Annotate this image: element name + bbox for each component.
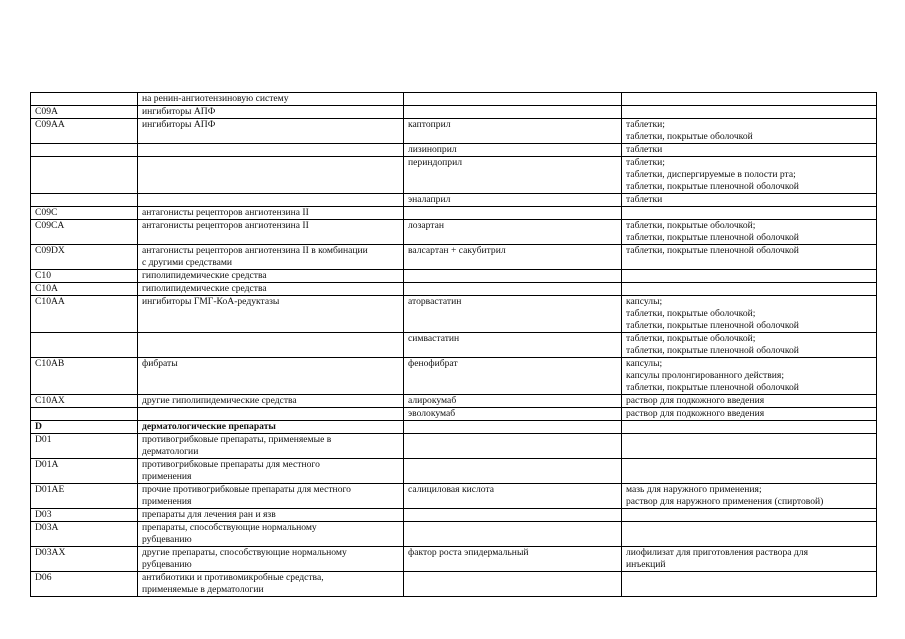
anatomical-therapeutic-group-line: гиполипидемические средства: [142, 283, 267, 294]
anatomical-therapeutic-group-cell: [138, 572, 404, 597]
drug-name-line: лозартан: [408, 220, 445, 231]
anatomical-therapeutic-group-line: прочие противогрибковые препараты для местного: [142, 484, 351, 495]
table-row: [31, 484, 877, 509]
anatomical-therapeutic-group-line: применяемые в дерматологии: [142, 584, 264, 595]
atc-code-cell: [31, 547, 138, 572]
drug-name-cell: [404, 220, 622, 245]
dosage-forms-cell: [622, 119, 877, 144]
atc-code-cell: [31, 395, 138, 408]
dosage-forms-line: раствор для наружного применения (спиртовой): [626, 496, 824, 507]
table-row: [31, 245, 877, 270]
dosage-forms-cell: [622, 283, 877, 296]
drug-name-line: эналаприл: [408, 194, 451, 205]
atc-code-cell: [31, 358, 138, 395]
atc-code-text: C09C: [35, 207, 58, 218]
drug-list-table-body: [31, 93, 877, 597]
drug-name-cell: [404, 270, 622, 283]
drug-name-cell: [404, 119, 622, 144]
drug-name-line: периндоприл: [408, 157, 462, 168]
anatomical-therapeutic-group-line: другие препараты, способствующие нормальному: [142, 547, 347, 558]
table-row: [31, 220, 877, 245]
anatomical-therapeutic-group-cell: [138, 119, 404, 144]
drug-name-line: каптоприл: [408, 119, 451, 130]
dosage-forms-cell: [622, 395, 877, 408]
dosage-forms-cell: [622, 245, 877, 270]
atc-code-cell: [31, 207, 138, 220]
table-row: [31, 421, 877, 434]
anatomical-therapeutic-group-line: фибраты: [142, 358, 178, 369]
atc-code-cell: [31, 509, 138, 522]
anatomical-therapeutic-group-cell: [138, 194, 404, 207]
anatomical-therapeutic-group-line: противогрибковые препараты, применяемые в: [142, 434, 332, 445]
table-row: [31, 106, 877, 119]
atc-code-cell: [31, 106, 138, 119]
dosage-forms-line: раствор для подкожного введения: [626, 408, 765, 419]
atc-code-cell: [31, 572, 138, 597]
anatomical-therapeutic-group-cell: [138, 207, 404, 220]
dosage-forms-cell: [622, 484, 877, 509]
drug-name-line: эволокумаб: [408, 408, 456, 419]
dosage-forms-line: таблетки, покрытые оболочкой;: [626, 333, 756, 344]
drug-name-cell: [404, 484, 622, 509]
anatomical-therapeutic-group-line: антибиотики и противомикробные средства,: [142, 572, 324, 583]
dosage-forms-line: таблетки, покрытые пленочной оболочкой: [626, 181, 799, 192]
dosage-forms-line: таблетки, покрытые оболочкой;: [626, 220, 756, 231]
anatomical-therapeutic-group-line: антагонисты рецепторов ангиотензина II: [142, 207, 309, 218]
dosage-forms-cell: [622, 157, 877, 194]
atc-code-cell: [31, 459, 138, 484]
drug-name-cell: [404, 296, 622, 333]
anatomical-therapeutic-group-cell: [138, 157, 404, 194]
dosage-forms-line: таблетки: [626, 144, 663, 155]
anatomical-therapeutic-group-cell: [138, 395, 404, 408]
dosage-forms-cell: [622, 547, 877, 572]
dosage-forms-cell: [622, 220, 877, 245]
anatomical-therapeutic-group-cell: [138, 522, 404, 547]
dosage-forms-cell: [622, 434, 877, 459]
anatomical-therapeutic-group-line: препараты, способствующие нормальному: [142, 522, 317, 533]
atc-code-cell: [31, 296, 138, 333]
atc-code-cell: [31, 270, 138, 283]
anatomical-therapeutic-group-line: противогрибковые препараты для местного: [142, 459, 320, 470]
dosage-forms-cell: [622, 144, 877, 157]
drug-name-cell: [404, 522, 622, 547]
table-row: [31, 459, 877, 484]
dosage-forms-cell: [622, 296, 877, 333]
table-row: [31, 509, 877, 522]
drug-name-cell: [404, 358, 622, 395]
anatomical-therapeutic-group-line: рубцеванию: [142, 534, 192, 545]
dosage-forms-cell: [622, 270, 877, 283]
table-row: [31, 157, 877, 194]
dosage-forms-line: таблетки, покрытые пленочной оболочкой: [626, 245, 799, 256]
drug-name-line: фактор роста эпидермальный: [408, 547, 529, 558]
dosage-forms-line: таблетки, покрытые пленочной оболочкой: [626, 345, 799, 356]
table-row: [31, 144, 877, 157]
anatomical-therapeutic-group-line: препараты для лечения ран и язв: [142, 509, 276, 520]
dosage-forms-line: капсулы;: [626, 296, 663, 307]
anatomical-therapeutic-group-cell: [138, 459, 404, 484]
dosage-forms-line: таблетки;: [626, 157, 665, 168]
dosage-forms-line: таблетки, покрытые пленочной оболочкой: [626, 232, 799, 243]
drug-name-line: фенофибрат: [408, 358, 458, 369]
drug-name-line: алирокумаб: [408, 395, 457, 406]
dosage-forms-line: лиофилизат для приготовления раствора для: [626, 547, 808, 558]
drug-name-cell: [404, 245, 622, 270]
atc-code-text: C10AB: [35, 358, 65, 369]
atc-code-text: D01: [35, 434, 52, 445]
anatomical-therapeutic-group-cell: [138, 270, 404, 283]
atc-code-text: D01AE: [35, 484, 65, 495]
table-row: [31, 333, 877, 358]
dosage-forms-line: капсулы пролонгированного действия;: [626, 370, 784, 381]
table-row: [31, 547, 877, 572]
dosage-forms-cell: [622, 194, 877, 207]
drug-name-cell: [404, 572, 622, 597]
table-row: [31, 119, 877, 144]
drug-list-table: [30, 92, 877, 597]
drug-name-cell: [404, 434, 622, 459]
dosage-forms-cell: [622, 358, 877, 395]
drug-name-cell: [404, 333, 622, 358]
anatomical-therapeutic-group-cell: [138, 509, 404, 522]
anatomical-therapeutic-group-line: антагонисты рецепторов ангиотензина II в комбинации: [142, 245, 368, 256]
atc-code-cell: [31, 333, 138, 358]
atc-code-text: D06: [35, 572, 52, 583]
dosage-forms-cell: [622, 106, 877, 119]
dosage-forms-line: таблетки, покрытые пленочной оболочкой: [626, 320, 799, 331]
anatomical-therapeutic-group-line: ингибиторы АПФ: [142, 106, 216, 117]
table-row: [31, 270, 877, 283]
atc-code-cell: [31, 283, 138, 296]
anatomical-therapeutic-group-line: ингибиторы АПФ: [142, 119, 216, 130]
dosage-forms-cell: [622, 509, 877, 522]
table-row: [31, 207, 877, 220]
anatomical-therapeutic-group-line: ингибиторы ГМГ-КоА-редуктазы: [142, 296, 280, 307]
atc-code-text: C09A: [35, 106, 58, 117]
atc-code-text: D03AX: [35, 547, 66, 558]
dosage-forms-line: таблетки, диспергируемые в полости рта;: [626, 169, 796, 180]
dosage-forms-line: инъекций: [626, 559, 666, 570]
anatomical-therapeutic-group-cell: [138, 283, 404, 296]
anatomical-therapeutic-group-line: на ренин-ангиотензиновую систему: [142, 93, 289, 104]
dosage-forms-cell: [622, 207, 877, 220]
anatomical-therapeutic-group-cell: [138, 434, 404, 459]
drug-name-cell: [404, 395, 622, 408]
anatomical-therapeutic-group-cell: [138, 358, 404, 395]
anatomical-therapeutic-group-line: дерматологические препараты: [142, 421, 276, 432]
atc-code-text: C09CA: [35, 220, 65, 231]
anatomical-therapeutic-group-line: антагонисты рецепторов ангиотензина II: [142, 220, 309, 231]
anatomical-therapeutic-group-cell: [138, 144, 404, 157]
dosage-forms-cell: [622, 408, 877, 421]
dosage-forms-line: таблетки;: [626, 119, 665, 130]
atc-code-text: C09DX: [35, 245, 65, 256]
dosage-forms-line: таблетки, покрытые оболочкой;: [626, 308, 756, 319]
table-row: [31, 194, 877, 207]
atc-code-cell: [31, 194, 138, 207]
table-row: [31, 296, 877, 333]
atc-code-cell: [31, 484, 138, 509]
dosage-forms-line: раствор для подкожного введения: [626, 395, 765, 406]
atc-code-cell: [31, 421, 138, 434]
anatomical-therapeutic-group-cell: [138, 93, 404, 106]
anatomical-therapeutic-group-cell: [138, 296, 404, 333]
drug-name-line: салициловая кислота: [408, 484, 495, 495]
table-row: [31, 434, 877, 459]
anatomical-therapeutic-group-cell: [138, 547, 404, 572]
drug-name-cell: [404, 509, 622, 522]
drug-name-cell: [404, 144, 622, 157]
atc-code-cell: [31, 434, 138, 459]
dosage-forms-line: капсулы;: [626, 358, 663, 369]
atc-code-cell: [31, 144, 138, 157]
atc-code-cell: [31, 93, 138, 106]
dosage-forms-cell: [622, 522, 877, 547]
table-row: [31, 93, 877, 106]
drug-name-cell: [404, 157, 622, 194]
atc-code-text: C10AA: [35, 296, 65, 307]
anatomical-therapeutic-group-cell: [138, 333, 404, 358]
table-row: [31, 395, 877, 408]
dosage-forms-line: таблетки, покрытые оболочкой: [626, 131, 753, 142]
atc-code-text: C10AX: [35, 395, 65, 406]
drug-name-cell: [404, 194, 622, 207]
anatomical-therapeutic-group-line: рубцеванию: [142, 559, 192, 570]
drug-name-cell: [404, 459, 622, 484]
atc-code-cell: [31, 522, 138, 547]
dosage-forms-cell: [622, 459, 877, 484]
drug-name-cell: [404, 93, 622, 106]
atc-code-text: C10: [35, 270, 51, 281]
anatomical-therapeutic-group-line: применения: [142, 496, 192, 507]
dosage-forms-cell: [622, 93, 877, 106]
atc-code-text: D01A: [35, 459, 59, 470]
dosage-forms-line: мазь для наружного применения;: [626, 484, 762, 495]
anatomical-therapeutic-group-cell: [138, 408, 404, 421]
anatomical-therapeutic-group-line: другие гиполипидемические средства: [142, 395, 297, 406]
atc-code-cell: [31, 245, 138, 270]
drug-name-cell: [404, 421, 622, 434]
drug-name-line: лизиноприл: [408, 144, 457, 155]
dosage-forms-line: таблетки: [626, 194, 663, 205]
anatomical-therapeutic-group-cell: [138, 220, 404, 245]
drug-name-line: симвастатин: [408, 333, 460, 344]
atc-code-text: C10A: [35, 283, 58, 294]
drug-name-line: аторвастатин: [408, 296, 462, 307]
table-row: [31, 358, 877, 395]
anatomical-therapeutic-group-line: с другими средствами: [142, 257, 233, 268]
table-row: [31, 572, 877, 597]
dosage-forms-cell: [622, 572, 877, 597]
drug-name-cell: [404, 283, 622, 296]
table-row: [31, 522, 877, 547]
atc-code-text: D: [35, 421, 42, 432]
anatomical-therapeutic-group-line: гиполипидемические средства: [142, 270, 267, 281]
dosage-forms-line: таблетки, покрытые пленочной оболочкой: [626, 382, 799, 393]
anatomical-therapeutic-group-line: применения: [142, 471, 192, 482]
table-row: [31, 408, 877, 421]
atc-code-text: C09AA: [35, 119, 65, 130]
atc-code-text: D03A: [35, 522, 59, 533]
atc-code-cell: [31, 119, 138, 144]
atc-code-cell: [31, 408, 138, 421]
drug-name-line: валсартан + сакубитрил: [408, 245, 506, 256]
atc-code-cell: [31, 220, 138, 245]
drug-name-cell: [404, 106, 622, 119]
atc-code-cell: [31, 157, 138, 194]
atc-code-text: D03: [35, 509, 52, 520]
table-row: [31, 283, 877, 296]
drug-name-cell: [404, 547, 622, 572]
anatomical-therapeutic-group-cell: [138, 245, 404, 270]
drug-name-cell: [404, 207, 622, 220]
anatomical-therapeutic-group-line: дерматологии: [142, 446, 199, 457]
anatomical-therapeutic-group-cell: [138, 106, 404, 119]
anatomical-therapeutic-group-cell: [138, 484, 404, 509]
anatomical-therapeutic-group-cell: [138, 421, 404, 434]
drug-name-cell: [404, 408, 622, 421]
dosage-forms-cell: [622, 421, 877, 434]
dosage-forms-cell: [622, 333, 877, 358]
